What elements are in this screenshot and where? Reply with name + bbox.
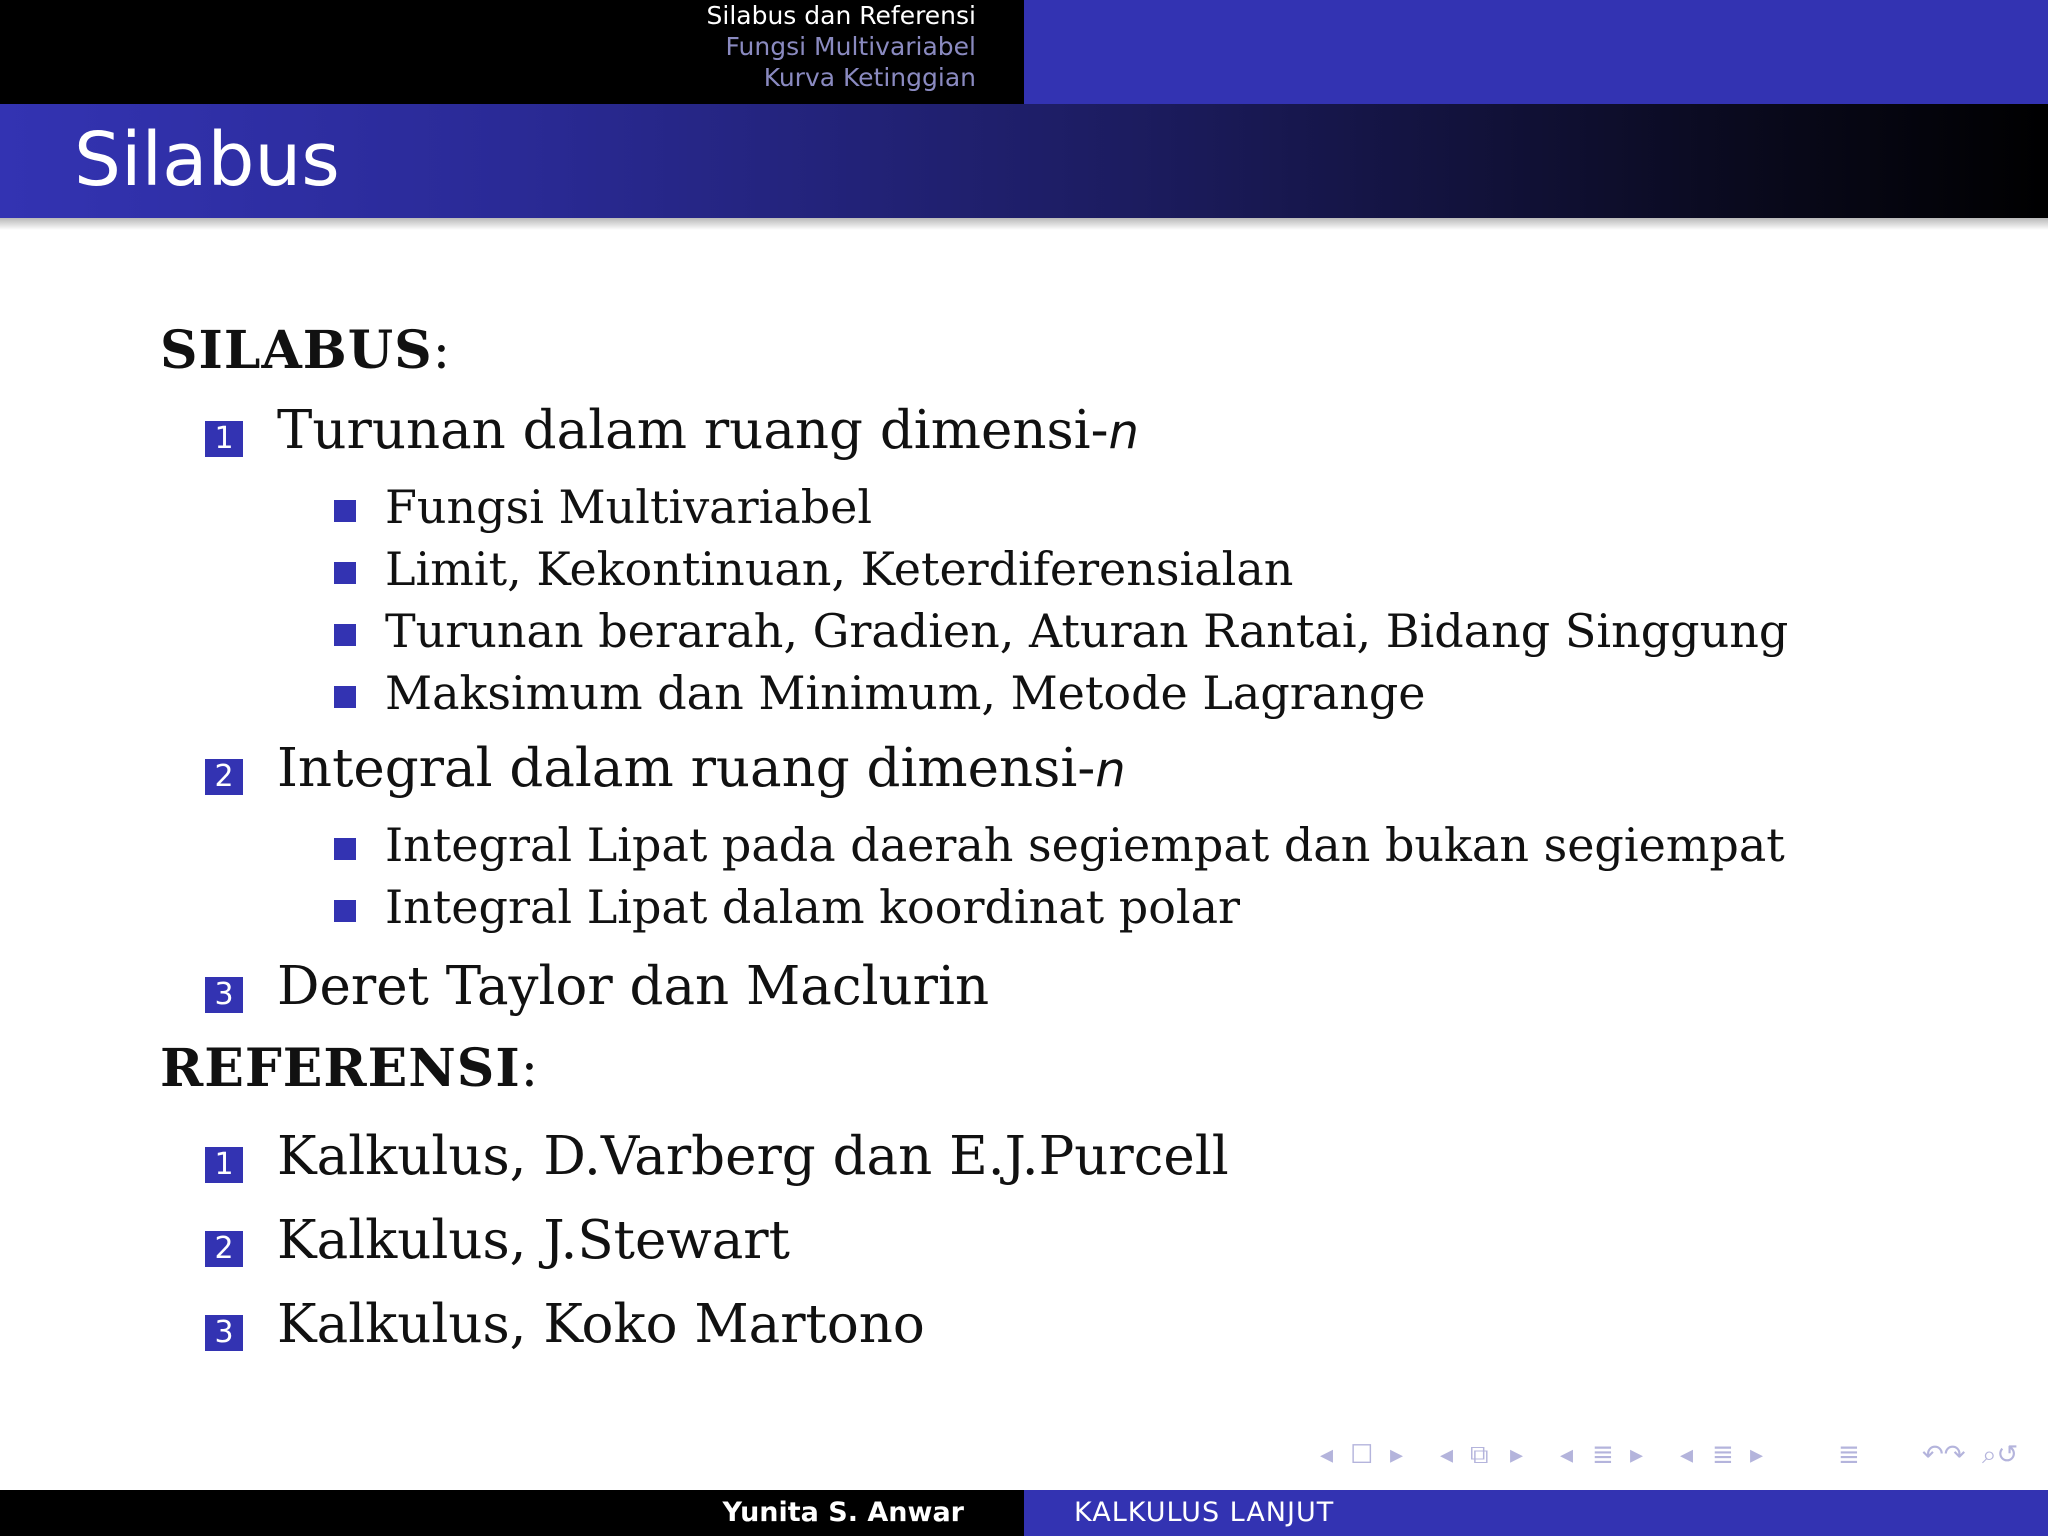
referensi-item-text: Kalkulus, Koko Martono: [277, 1294, 925, 1355]
subitem-text: Turunan berarah, Gradien, Aturan Rantai, Bidang Singgung: [385, 604, 1789, 658]
silabus-subitem: [334, 666, 1426, 720]
footline: [0, 1490, 2048, 1536]
enum-number-badge: 1: [205, 1147, 243, 1183]
bullet-square-icon: [334, 838, 356, 860]
frame-next-icon[interactable]: ▸: [1390, 1440, 1404, 1470]
subsection-list-next-icon[interactable]: ▸: [1750, 1440, 1764, 1470]
enum-number-badge: 3: [205, 977, 243, 1013]
silabus-subitem: [334, 542, 1293, 596]
footline-left: [0, 1490, 1024, 1536]
referensi-item-1: [205, 1126, 1229, 1187]
section-next-icon[interactable]: ▸: [1630, 1440, 1644, 1470]
referensi-heading-colon: :: [520, 1039, 540, 1099]
frame-icon[interactable]: ☐: [1350, 1440, 1374, 1470]
nav-section-silabus[interactable]: Silabus dan Referensi: [706, 1, 976, 30]
referensi-item-3: [205, 1294, 925, 1355]
subsection-prev-icon[interactable]: ◂: [1440, 1440, 1454, 1470]
section-prev-icon[interactable]: ◂: [1560, 1440, 1574, 1470]
subitem-text: Integral Lipat dalam koordinat polar: [385, 880, 1241, 934]
silabus-heading-colon: :: [432, 321, 452, 381]
subsection-list-prev-icon[interactable]: ◂: [1680, 1440, 1694, 1470]
subsection-list-icon[interactable]: ≣: [1712, 1440, 1734, 1470]
nav-section-kurva-ketinggian[interactable]: Kurva Ketinggian: [763, 63, 976, 92]
footer-author: Yunita S. Anwar: [722, 1497, 964, 1528]
back-icon[interactable]: ↶↷: [1922, 1440, 1966, 1470]
math-variable: n: [1108, 404, 1139, 460]
enum-number-badge: 1: [205, 421, 243, 457]
subitem-text: Fungsi Multivariabel: [385, 480, 873, 534]
silabus-subitem: [334, 818, 1785, 872]
silabus-item-text: [277, 738, 1126, 799]
item-text: Turunan dalam ruang dimensi-: [277, 400, 1109, 461]
enum-number-badge: 3: [205, 1315, 243, 1351]
silabus-item-1: [205, 400, 1139, 461]
silabus-subitem: [334, 480, 872, 534]
item-text: Deret Taylor dan Maclurin: [277, 956, 990, 1017]
subitem-text: Integral Lipat pada daerah segiempat dan bukan segiempat: [385, 818, 1785, 872]
silabus-item-text: [277, 956, 989, 1017]
footer-title: KALKULUS LANJUT: [1074, 1497, 1335, 1528]
referensi-item-2: [205, 1210, 790, 1271]
bullet-square-icon: [334, 624, 356, 646]
enum-number-badge: 2: [205, 1231, 243, 1267]
referensi-heading: [160, 1038, 539, 1099]
bullet-square-icon: [334, 500, 356, 522]
navigation-symbols: [1310, 1440, 2030, 1480]
subitem-text: Maksimum dan Minimum, Metode Lagrange: [385, 666, 1426, 720]
silabus-subitem: [334, 880, 1240, 934]
referensi-item-text: Kalkulus, D.Varberg dan E.J.Purcell: [277, 1126, 1229, 1187]
nav-section-fungsi-multivariabel[interactable]: Fungsi Multivariabel: [725, 32, 976, 61]
referensi-heading-text: REFERENSI: [160, 1038, 521, 1099]
toc-icon[interactable]: ≣: [1838, 1440, 1860, 1470]
section-icon[interactable]: ≣: [1592, 1440, 1614, 1470]
enum-number-badge: 2: [205, 759, 243, 795]
silabus-item-3: [205, 956, 989, 1017]
silabus-item-2: [205, 738, 1126, 799]
subsection-icon[interactable]: ⧉: [1470, 1440, 1489, 1470]
math-variable: n: [1095, 742, 1126, 798]
silabus-item-text: [277, 400, 1139, 461]
frame-prev-icon[interactable]: ◂: [1320, 1440, 1334, 1470]
search-icon[interactable]: ⌕↺: [1982, 1440, 2019, 1470]
bullet-square-icon: [334, 686, 356, 708]
subsection-next-icon[interactable]: ▸: [1510, 1440, 1524, 1470]
referensi-item-text: Kalkulus, J.Stewart: [277, 1210, 790, 1271]
subitem-text: Limit, Kekontinuan, Keterdiferensialan: [385, 542, 1294, 596]
bullet-square-icon: [334, 900, 356, 922]
item-text: Integral dalam ruang dimensi-: [277, 738, 1096, 799]
bullet-square-icon: [334, 562, 356, 584]
silabus-heading: [160, 320, 451, 381]
footline-right: [1024, 1490, 2048, 1536]
silabus-subitem: [334, 604, 1788, 658]
silabus-heading-text: SILABUS: [160, 320, 433, 381]
frame-title: Silabus: [74, 117, 340, 203]
